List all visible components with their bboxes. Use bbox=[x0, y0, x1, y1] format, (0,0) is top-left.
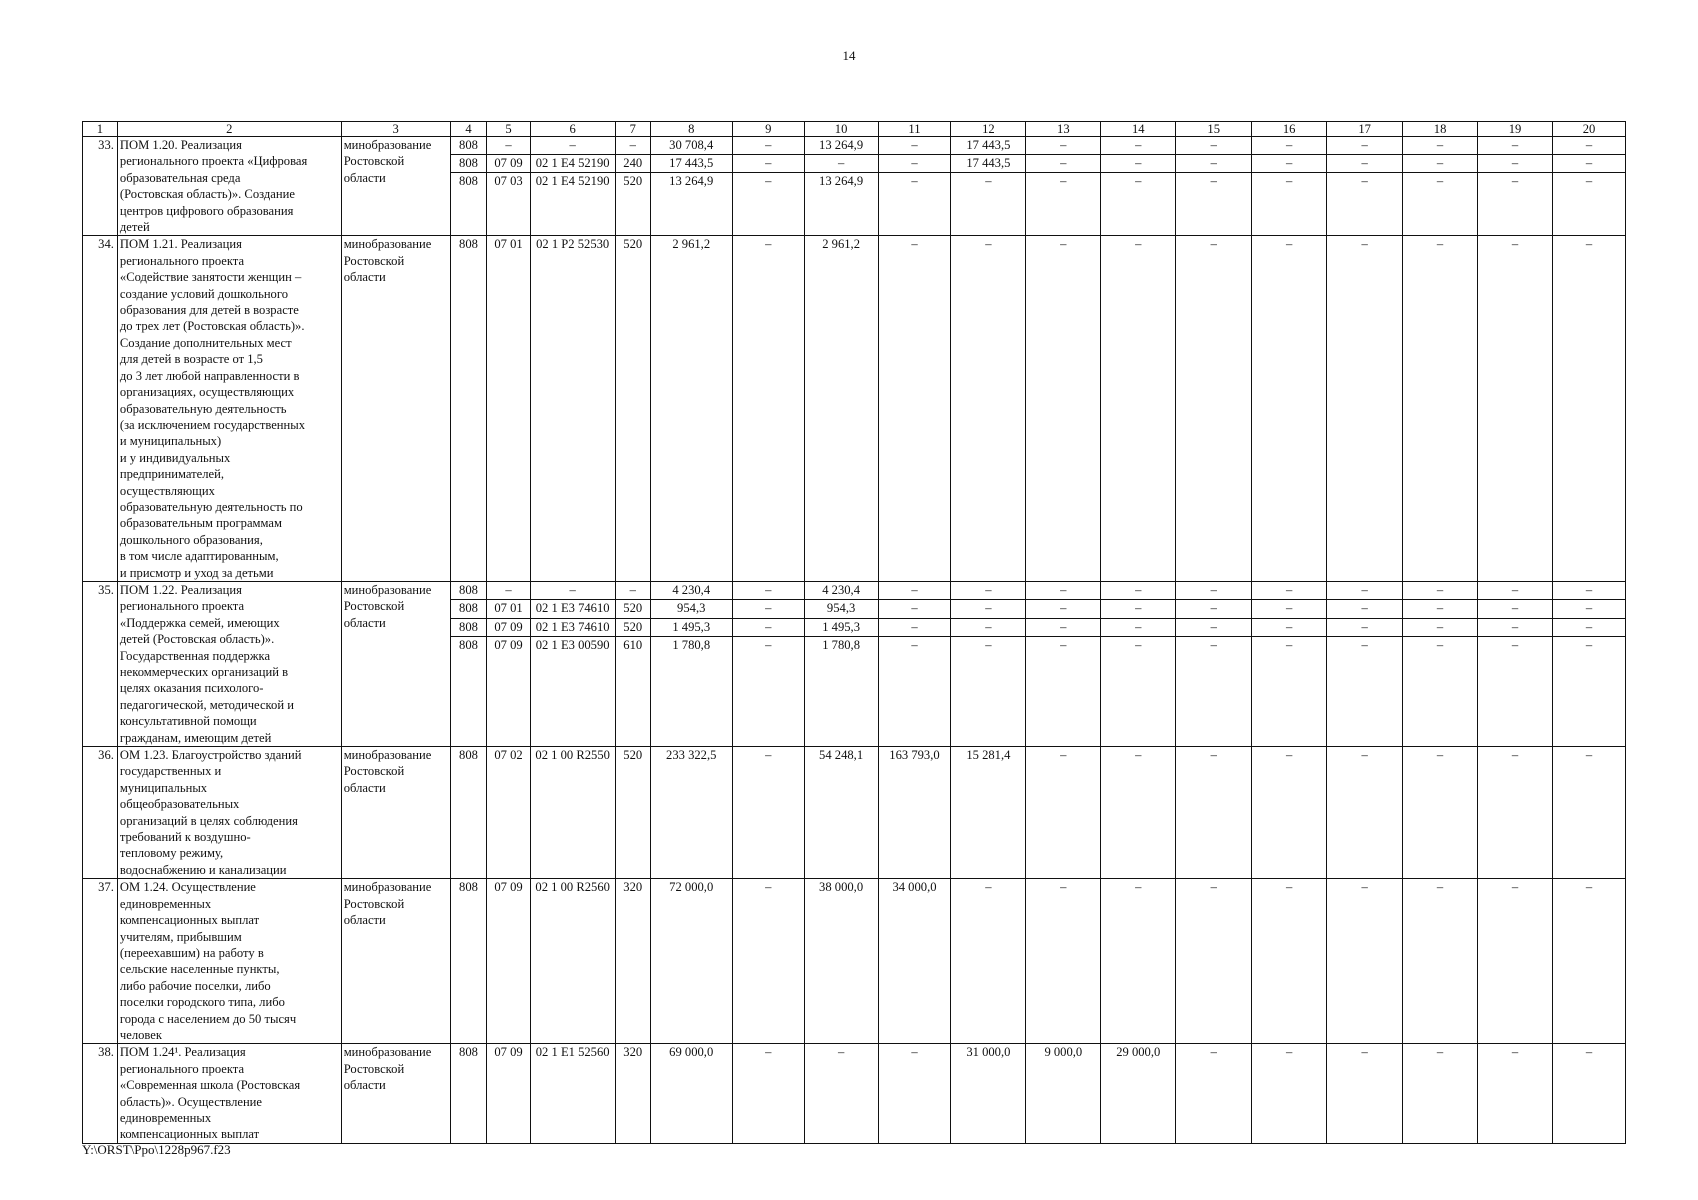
cell-col-16: – bbox=[1252, 581, 1327, 599]
row-number: 33. bbox=[83, 137, 118, 236]
cell-col-20: – bbox=[1552, 637, 1625, 747]
column-number-1: 1 bbox=[83, 122, 118, 137]
cell-col-17: – bbox=[1327, 747, 1403, 879]
budget-table bbox=[82, 121, 1626, 1144]
cell-col-12: – bbox=[951, 581, 1026, 599]
cell-col-12: – bbox=[951, 172, 1026, 236]
cell-col-12: 17 443,5 bbox=[951, 137, 1026, 155]
cell-col-15: – bbox=[1176, 1044, 1252, 1143]
cell-col-18: – bbox=[1403, 581, 1478, 599]
cell-col-13: – bbox=[1026, 600, 1101, 618]
cell-col-6: 02 1 Е3 74610 bbox=[530, 618, 615, 636]
cell-col-20: – bbox=[1552, 1044, 1625, 1143]
cell-col-13: – bbox=[1026, 618, 1101, 636]
cell-col-5: – bbox=[487, 581, 530, 599]
cell-col-4: 808 bbox=[450, 600, 487, 618]
cell-col-20: – bbox=[1552, 618, 1625, 636]
cell-col-14: – bbox=[1101, 137, 1176, 155]
cell-col-10: – bbox=[804, 154, 878, 172]
cell-col-16: – bbox=[1252, 154, 1327, 172]
cell-col-8: 1 780,8 bbox=[650, 637, 732, 747]
cell-col-9: – bbox=[732, 154, 804, 172]
column-number-6: 6 bbox=[530, 122, 615, 137]
column-number-19: 19 bbox=[1478, 122, 1553, 137]
column-number-11: 11 bbox=[878, 122, 951, 137]
cell-col-8: 69 000,0 bbox=[650, 1044, 732, 1143]
cell-col-10: 38 000,0 bbox=[804, 879, 878, 1044]
cell-col-14: – bbox=[1101, 747, 1176, 879]
cell-col-5: 07 03 bbox=[487, 172, 530, 236]
cell-col-8: 233 322,5 bbox=[650, 747, 732, 879]
cell-col-5: 07 02 bbox=[487, 747, 530, 879]
cell-col-7: 520 bbox=[615, 600, 650, 618]
cell-col-7: 520 bbox=[615, 618, 650, 636]
cell-col-14: – bbox=[1101, 637, 1176, 747]
executor: минобразование Ростовской области bbox=[341, 747, 450, 879]
cell-col-11: – bbox=[878, 1044, 951, 1143]
cell-col-20: – bbox=[1552, 137, 1625, 155]
cell-col-12: 31 000,0 bbox=[951, 1044, 1026, 1143]
cell-col-11: – bbox=[878, 618, 951, 636]
cell-col-8: 1 495,3 bbox=[650, 618, 732, 636]
footer-file-path: Y:\ORST\Ppo\1228p967.f23 bbox=[82, 1142, 231, 1157]
cell-col-15: – bbox=[1176, 137, 1252, 155]
cell-col-15: – bbox=[1176, 600, 1252, 618]
cell-col-14: – bbox=[1101, 581, 1176, 599]
column-number-10: 10 bbox=[804, 122, 878, 137]
cell-col-7: 520 bbox=[615, 172, 650, 236]
column-number-2: 2 bbox=[117, 122, 341, 137]
cell-col-7: 520 bbox=[615, 236, 650, 582]
cell-col-13: – bbox=[1026, 236, 1101, 582]
cell-col-11: 163 793,0 bbox=[878, 747, 951, 879]
cell-col-20: – bbox=[1552, 172, 1625, 236]
cell-col-20: – bbox=[1552, 154, 1625, 172]
cell-col-7: 320 bbox=[615, 879, 650, 1044]
cell-col-19: – bbox=[1478, 747, 1553, 879]
cell-col-19: – bbox=[1478, 581, 1553, 599]
column-number-20: 20 bbox=[1552, 122, 1625, 137]
cell-col-5: 07 09 bbox=[487, 154, 530, 172]
cell-col-11: – bbox=[878, 637, 951, 747]
cell-col-5: – bbox=[487, 137, 530, 155]
measure-name: ОМ 1.24. Осуществление единовременных компенсационных выплат учителям, прибывшим (переехавшим) на работу в сельские населенные пункты, либо рабочие поселки, либо поселки городского типа, либо города с населением до 50 тысяч человек bbox=[117, 879, 341, 1044]
cell-col-4: 808 bbox=[450, 879, 487, 1044]
cell-col-15: – bbox=[1176, 236, 1252, 582]
cell-col-4: 808 bbox=[450, 154, 487, 172]
cell-col-4: 808 bbox=[450, 618, 487, 636]
row-number: 38. bbox=[83, 1044, 118, 1143]
cell-col-12: – bbox=[951, 600, 1026, 618]
executor: минобразование Ростовской области bbox=[341, 879, 450, 1044]
cell-col-11: – bbox=[878, 236, 951, 582]
column-number-7: 7 bbox=[615, 122, 650, 137]
cell-col-17: – bbox=[1327, 879, 1403, 1044]
cell-col-16: – bbox=[1252, 172, 1327, 236]
cell-col-14: – bbox=[1101, 879, 1176, 1044]
cell-col-5: 07 09 bbox=[487, 1044, 530, 1143]
row-number: 37. bbox=[83, 879, 118, 1044]
cell-col-17: – bbox=[1327, 618, 1403, 636]
cell-col-5: 07 01 bbox=[487, 236, 530, 582]
cell-col-12: 15 281,4 bbox=[951, 747, 1026, 879]
cell-col-17: – bbox=[1327, 154, 1403, 172]
column-number-16: 16 bbox=[1252, 122, 1327, 137]
cell-col-4: 808 bbox=[450, 581, 487, 599]
cell-col-15: – bbox=[1176, 637, 1252, 747]
cell-col-7: 610 bbox=[615, 637, 650, 747]
column-number-17: 17 bbox=[1327, 122, 1403, 137]
cell-col-13: – bbox=[1026, 172, 1101, 236]
column-number-13: 13 bbox=[1026, 122, 1101, 137]
column-number-3: 3 bbox=[341, 122, 450, 137]
table-row bbox=[83, 1044, 1626, 1143]
cell-col-6: 02 1 Р2 52530 bbox=[530, 236, 615, 582]
cell-col-19: – bbox=[1478, 618, 1553, 636]
cell-col-6: 02 1 00 R2560 bbox=[530, 879, 615, 1044]
cell-col-18: – bbox=[1403, 600, 1478, 618]
cell-col-16: – bbox=[1252, 747, 1327, 879]
cell-col-6: 02 1 Е4 52190 bbox=[530, 172, 615, 236]
cell-col-17: – bbox=[1327, 137, 1403, 155]
cell-col-8: 4 230,4 bbox=[650, 581, 732, 599]
cell-col-17: – bbox=[1327, 637, 1403, 747]
executor: минобразование Ростовской области bbox=[341, 236, 450, 582]
cell-col-19: – bbox=[1478, 637, 1553, 747]
cell-col-13: 9 000,0 bbox=[1026, 1044, 1101, 1143]
table-row bbox=[83, 747, 1626, 879]
cell-col-13: – bbox=[1026, 581, 1101, 599]
cell-col-6: – bbox=[530, 137, 615, 155]
measure-name: ПОМ 1.21. Реализация регионального проекта «Содействие занятости женщин – создание условий дошкольного образования для детей в возрасте до трех лет (Ростовская область)». Создание дополнительных мест для детей в возрасте от 1,5 до 3 лет любой направленности в организациях, осуществляющих образовательную деятельность (за исключением государственных и муниципальных) и у индивидуальных предпринимателей, осуществляющих образовательную деятельность по образовательным программам дошкольного образования, в том числе адаптированным, и присмотр и уход за детьми bbox=[117, 236, 341, 582]
cell-col-6: 02 1 Е4 52190 bbox=[530, 154, 615, 172]
cell-col-10: 1 780,8 bbox=[804, 637, 878, 747]
column-number-18: 18 bbox=[1403, 122, 1478, 137]
cell-col-13: – bbox=[1026, 637, 1101, 747]
cell-col-4: 808 bbox=[450, 236, 487, 582]
cell-col-16: – bbox=[1252, 600, 1327, 618]
cell-col-6: 02 1 Е3 74610 bbox=[530, 600, 615, 618]
cell-col-9: – bbox=[732, 172, 804, 236]
cell-col-15: – bbox=[1176, 172, 1252, 236]
column-number-14: 14 bbox=[1101, 122, 1176, 137]
cell-col-9: – bbox=[732, 637, 804, 747]
cell-col-16: – bbox=[1252, 1044, 1327, 1143]
cell-col-11: – bbox=[878, 172, 951, 236]
cell-col-5: 07 09 bbox=[487, 637, 530, 747]
cell-col-8: 17 443,5 bbox=[650, 154, 732, 172]
cell-col-12: – bbox=[951, 637, 1026, 747]
cell-col-7: 520 bbox=[615, 747, 650, 879]
cell-col-6: – bbox=[530, 581, 615, 599]
cell-col-9: – bbox=[732, 581, 804, 599]
cell-col-17: – bbox=[1327, 581, 1403, 599]
row-number: 36. bbox=[83, 747, 118, 879]
cell-col-10: 954,3 bbox=[804, 600, 878, 618]
cell-col-19: – bbox=[1478, 879, 1553, 1044]
cell-col-15: – bbox=[1176, 747, 1252, 879]
cell-col-10: 54 248,1 bbox=[804, 747, 878, 879]
cell-col-16: – bbox=[1252, 618, 1327, 636]
cell-col-11: – bbox=[878, 137, 951, 155]
row-number: 34. bbox=[83, 236, 118, 582]
cell-col-19: – bbox=[1478, 1044, 1553, 1143]
cell-col-20: – bbox=[1552, 600, 1625, 618]
cell-col-14: – bbox=[1101, 618, 1176, 636]
cell-col-19: – bbox=[1478, 236, 1553, 582]
executor: минобразование Ростовской области bbox=[341, 581, 450, 746]
cell-col-20: – bbox=[1552, 879, 1625, 1044]
measure-name: ПОМ 1.22. Реализация регионального проекта «Поддержка семей, имеющих детей (Ростовская область)». Государственная поддержка некоммерческих организаций в целях оказания психолого- педагогической, методической и консультативной помощи гражданам, имеющим детей bbox=[117, 581, 341, 746]
cell-col-9: – bbox=[732, 137, 804, 155]
cell-col-18: – bbox=[1403, 154, 1478, 172]
cell-col-16: – bbox=[1252, 236, 1327, 582]
cell-col-8: 30 708,4 bbox=[650, 137, 732, 155]
cell-col-15: – bbox=[1176, 154, 1252, 172]
cell-col-10: 2 961,2 bbox=[804, 236, 878, 582]
cell-col-18: – bbox=[1403, 637, 1478, 747]
cell-col-9: – bbox=[732, 236, 804, 582]
cell-col-4: 808 bbox=[450, 1044, 487, 1143]
measure-name: ПОМ 1.24¹. Реализация регионального проекта «Современная школа (Ростовская область)». Осуществление единовременных компенсационных выплат bbox=[117, 1044, 341, 1143]
cell-col-10: 4 230,4 bbox=[804, 581, 878, 599]
cell-col-4: 808 bbox=[450, 137, 487, 155]
cell-col-17: – bbox=[1327, 600, 1403, 618]
table-row bbox=[83, 879, 1626, 1044]
cell-col-9: – bbox=[732, 1044, 804, 1143]
table-row bbox=[83, 236, 1626, 582]
cell-col-8: 72 000,0 bbox=[650, 879, 732, 1044]
cell-col-10: 13 264,9 bbox=[804, 172, 878, 236]
cell-col-18: – bbox=[1403, 879, 1478, 1044]
cell-col-16: – bbox=[1252, 879, 1327, 1044]
cell-col-19: – bbox=[1478, 154, 1553, 172]
cell-col-9: – bbox=[732, 747, 804, 879]
cell-col-20: – bbox=[1552, 236, 1625, 582]
cell-col-15: – bbox=[1176, 618, 1252, 636]
cell-col-14: 29 000,0 bbox=[1101, 1044, 1176, 1143]
cell-col-20: – bbox=[1552, 581, 1625, 599]
cell-col-16: – bbox=[1252, 637, 1327, 747]
cell-col-11: 34 000,0 bbox=[878, 879, 951, 1044]
cell-col-19: – bbox=[1478, 172, 1553, 236]
cell-col-6: 02 1 Е1 52560 bbox=[530, 1044, 615, 1143]
executor: минобразование Ростовской области bbox=[341, 137, 450, 236]
cell-col-13: – bbox=[1026, 747, 1101, 879]
cell-col-13: – bbox=[1026, 154, 1101, 172]
column-number-5: 5 bbox=[487, 122, 530, 137]
cell-col-17: – bbox=[1327, 236, 1403, 582]
cell-col-8: 2 961,2 bbox=[650, 236, 732, 582]
cell-col-10: 13 264,9 bbox=[804, 137, 878, 155]
cell-col-8: 954,3 bbox=[650, 600, 732, 618]
cell-col-17: – bbox=[1327, 172, 1403, 236]
cell-col-17: – bbox=[1327, 1044, 1403, 1143]
cell-col-11: – bbox=[878, 154, 951, 172]
cell-col-15: – bbox=[1176, 581, 1252, 599]
cell-col-19: – bbox=[1478, 137, 1553, 155]
measure-name: ПОМ 1.20. Реализация регионального проекта «Цифровая образовательная среда (Ростовская область)». Создание центров цифрового образования детей bbox=[117, 137, 341, 236]
column-number-8: 8 bbox=[650, 122, 732, 137]
cell-col-18: – bbox=[1403, 1044, 1478, 1143]
cell-col-14: – bbox=[1101, 236, 1176, 582]
table-row bbox=[83, 137, 1626, 155]
cell-col-6: 02 1 00 R2550 bbox=[530, 747, 615, 879]
measure-name: ОМ 1.23. Благоустройство зданий государственных и муниципальных общеобразовательных организаций в целях соблюдения требований к воздушно- тепловому режиму, водоснабжению и канализации bbox=[117, 747, 341, 879]
cell-col-10: 1 495,3 bbox=[804, 618, 878, 636]
cell-col-13: – bbox=[1026, 879, 1101, 1044]
page-number: 14 bbox=[842, 48, 856, 63]
row-number: 35. bbox=[83, 581, 118, 746]
cell-col-18: – bbox=[1403, 236, 1478, 582]
cell-col-12: 17 443,5 bbox=[951, 154, 1026, 172]
cell-col-12: – bbox=[951, 236, 1026, 582]
cell-col-18: – bbox=[1403, 172, 1478, 236]
column-number-12: 12 bbox=[951, 122, 1026, 137]
column-number-15: 15 bbox=[1176, 122, 1252, 137]
cell-col-5: 07 09 bbox=[487, 618, 530, 636]
cell-col-14: – bbox=[1101, 154, 1176, 172]
column-number-row bbox=[83, 122, 1626, 137]
executor: минобразование Ростовской области bbox=[341, 1044, 450, 1143]
column-number-4: 4 bbox=[450, 122, 487, 137]
cell-col-18: – bbox=[1403, 747, 1478, 879]
table-row bbox=[83, 581, 1626, 599]
cell-col-7: 320 bbox=[615, 1044, 650, 1143]
cell-col-9: – bbox=[732, 618, 804, 636]
cell-col-19: – bbox=[1478, 600, 1553, 618]
cell-col-12: – bbox=[951, 618, 1026, 636]
cell-col-4: 808 bbox=[450, 747, 487, 879]
cell-col-11: – bbox=[878, 600, 951, 618]
cell-col-18: – bbox=[1403, 618, 1478, 636]
cell-col-8: 13 264,9 bbox=[650, 172, 732, 236]
cell-col-5: 07 01 bbox=[487, 600, 530, 618]
cell-col-9: – bbox=[732, 600, 804, 618]
cell-col-18: – bbox=[1403, 137, 1478, 155]
cell-col-15: – bbox=[1176, 879, 1252, 1044]
cell-col-13: – bbox=[1026, 137, 1101, 155]
cell-col-14: – bbox=[1101, 600, 1176, 618]
cell-col-14: – bbox=[1101, 172, 1176, 236]
cell-col-7: 240 bbox=[615, 154, 650, 172]
column-number-9: 9 bbox=[732, 122, 804, 137]
cell-col-7: – bbox=[615, 581, 650, 599]
cell-col-4: 808 bbox=[450, 637, 487, 747]
cell-col-6: 02 1 Е3 00590 bbox=[530, 637, 615, 747]
cell-col-11: – bbox=[878, 581, 951, 599]
cell-col-9: – bbox=[732, 879, 804, 1044]
cell-col-5: 07 09 bbox=[487, 879, 530, 1044]
cell-col-10: – bbox=[804, 1044, 878, 1143]
cell-col-7: – bbox=[615, 137, 650, 155]
cell-col-12: – bbox=[951, 879, 1026, 1044]
cell-col-16: – bbox=[1252, 137, 1327, 155]
cell-col-20: – bbox=[1552, 747, 1625, 879]
cell-col-4: 808 bbox=[450, 172, 487, 236]
